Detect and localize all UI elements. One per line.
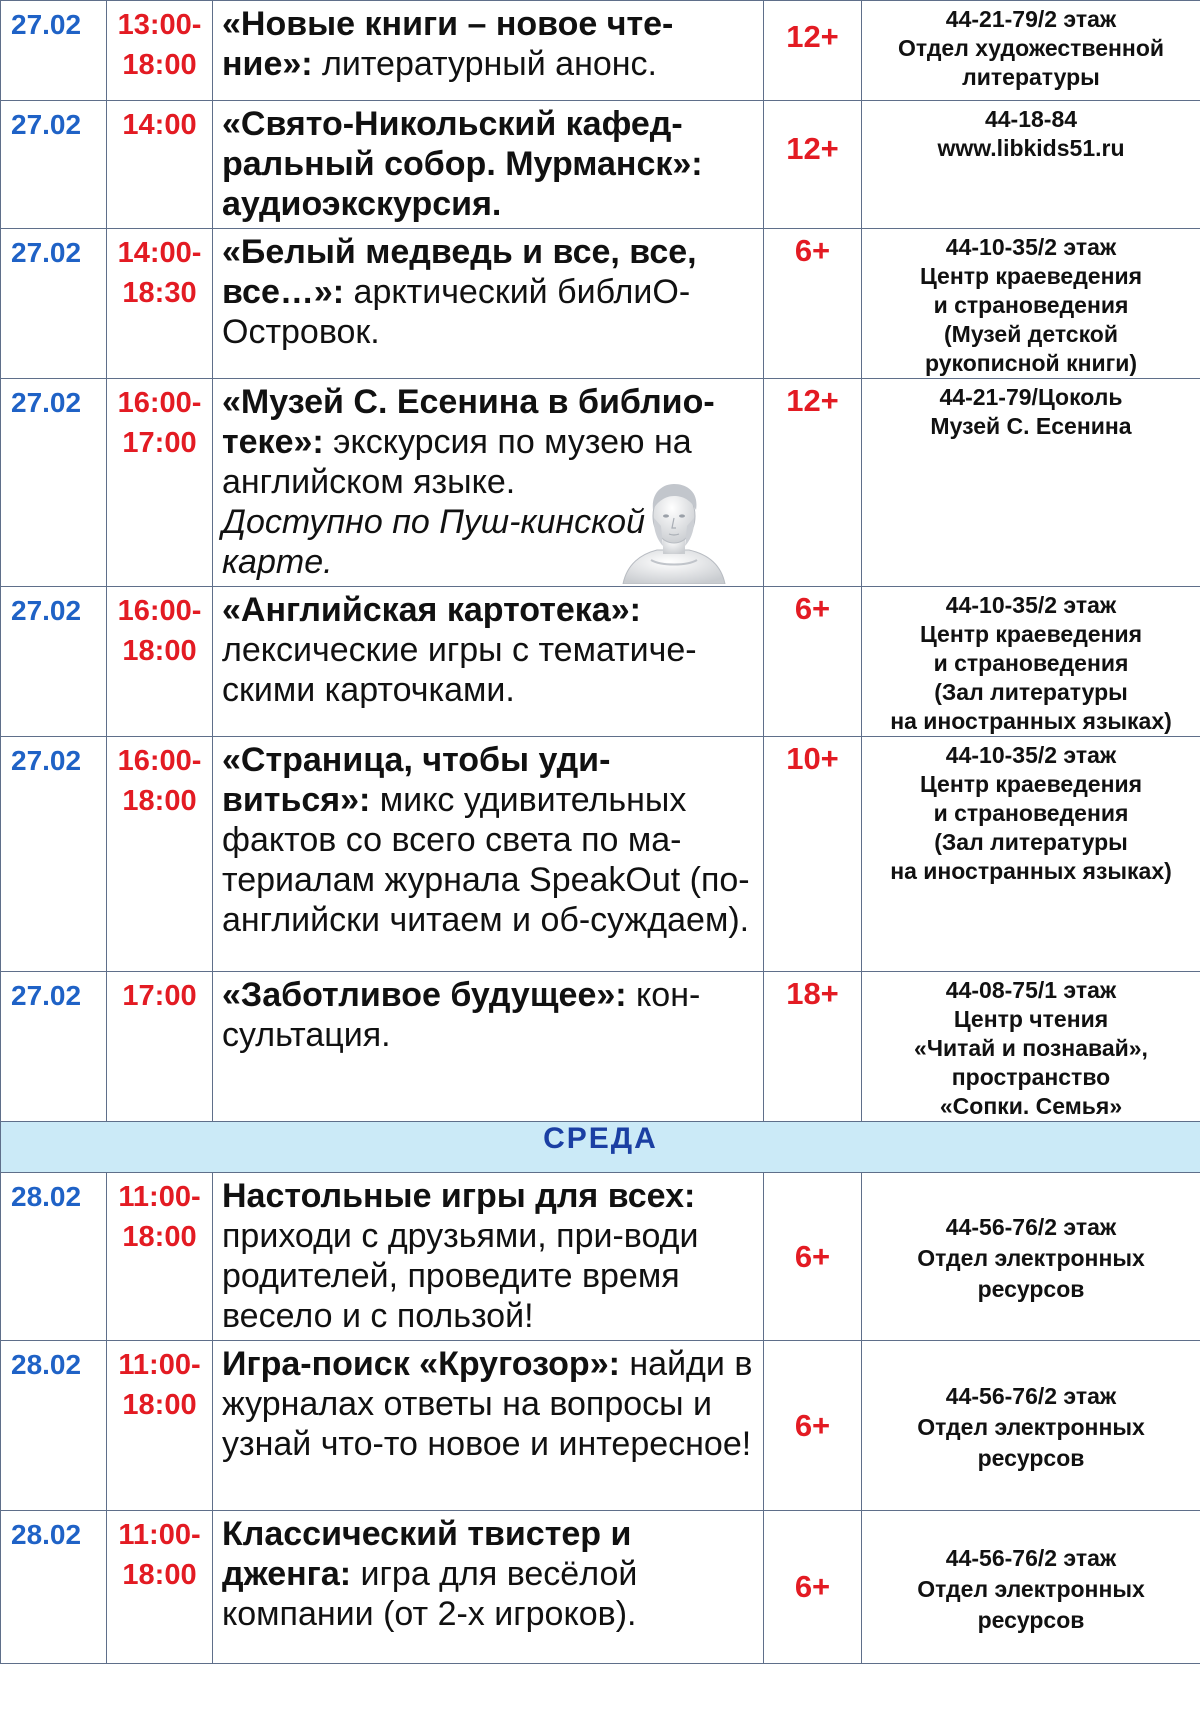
event-time [107, 1341, 213, 1511]
event-time [107, 972, 213, 1122]
event-title-bold: «Белый медведь и все, все, все…»: [222, 233, 697, 311]
contact-line: литературы [962, 64, 1100, 90]
event-row [1, 1, 1200, 101]
event-date: 27.02 [1, 229, 107, 379]
event-title-bold: «Свято-Никольский кафед-ральный собор. Мурманск»: аудиоэкскурсия. [222, 105, 703, 223]
contact-line: Центр краеведения [919, 771, 1143, 797]
event-title [213, 1173, 764, 1341]
contact-line: Музей С. Есенина [930, 413, 1132, 439]
contact-line: 44-56-76/2 этаж [945, 1544, 1117, 1571]
event-title [213, 737, 764, 972]
event-row [1, 587, 1200, 737]
contact-line: Центр чтения [953, 1006, 1109, 1032]
event-contacts [862, 101, 1200, 229]
event-row [1, 737, 1200, 972]
event-title [213, 379, 764, 587]
contact-line: (Зал литературы [934, 829, 1128, 855]
contact-line: 44-10-35/2 этаж [945, 234, 1117, 260]
event-time [107, 1173, 213, 1341]
event-date: 27.02 [1, 972, 107, 1122]
event-title [213, 1341, 764, 1511]
contact-line: Отдел электронных [917, 1245, 1145, 1271]
day-header-row [1, 1122, 1200, 1173]
pushkin-bust-image [611, 476, 735, 584]
event-date: 27.02 [1, 737, 107, 972]
contact-line: 44-10-35/2 этаж [945, 742, 1117, 768]
contact-line: ресурсов [977, 1276, 1085, 1302]
event-row [1, 379, 1200, 587]
age-rating: 12+ [764, 1, 862, 101]
event-contacts [862, 1511, 1200, 1664]
contact-line: 44-56-76/2 этаж [945, 1383, 1117, 1409]
event-contacts [862, 229, 1200, 379]
event-title [213, 972, 764, 1122]
event-time-start: 16:00- [117, 745, 202, 777]
event-date: 27.02 [1, 379, 107, 587]
event-date: 27.02 [1, 587, 107, 737]
event-time-end: 18:00 [122, 1221, 197, 1253]
event-time [107, 737, 213, 972]
event-time-start: 14:00 [122, 109, 197, 141]
event-title [213, 1, 764, 101]
event-title-bold: «Страница, чтобы уди-виться»: [222, 741, 611, 819]
event-title-rest: микс удивительных фактов со всего света по ма-териалам журнала SpeakOut (по-английски читаем и об-суждаем). [222, 781, 750, 939]
event-title-rest: найди в журналах ответы на вопросы и узнай что-то новое и интересное! [222, 1345, 753, 1463]
contact-line: www.libkids51.ru [937, 135, 1125, 161]
event-title-rest: лексические игры с тематиче-скими карточками. [222, 631, 697, 709]
contact-line: Центр краеведения [919, 263, 1143, 289]
event-time-end: 18:00 [122, 1389, 197, 1421]
event-title-bold: «Музей С. Есенина в библио-теке»: [222, 383, 715, 461]
event-row [1, 1511, 1200, 1664]
event-date: 28.02 [1, 1173, 107, 1341]
event-title [213, 587, 764, 737]
age-rating: 18+ [764, 972, 862, 1122]
age-rating: 6+ [764, 1173, 862, 1341]
event-contacts [862, 587, 1200, 737]
contact-line: и страноведения [933, 292, 1129, 318]
event-time-start: 17:00 [122, 980, 197, 1012]
event-title-rest: кон-сультация. [222, 976, 701, 1054]
day-label: СРЕДА [1, 1122, 1200, 1173]
contact-line: и страноведения [933, 650, 1129, 676]
event-time-end: 18:30 [122, 277, 197, 309]
event-row [1, 229, 1200, 379]
event-row [1, 1341, 1200, 1511]
contact-line: Отдел электронных [917, 1575, 1145, 1602]
event-title-bold: Классический твистер и дженга: [222, 1515, 632, 1593]
event-contacts [862, 737, 1200, 972]
event-title-rest: литературный анонс. [312, 45, 657, 83]
age-rating: 6+ [764, 229, 862, 379]
event-time-start: 16:00- [117, 595, 202, 627]
contact-line: на иностранных языках) [890, 858, 1172, 884]
event-title-rest: экскурсия по музею на английском языке. [222, 423, 692, 501]
contact-line: ресурсов [977, 1445, 1085, 1471]
event-title-bold: «Английская картотека»: [222, 591, 641, 629]
contact-line: и страноведения [933, 800, 1129, 826]
event-title [213, 101, 764, 229]
event-date: 28.02 [1, 1341, 107, 1511]
event-time [107, 229, 213, 379]
event-time-start: 11:00- [118, 1181, 201, 1213]
contact-line: 44-21-79/Цоколь [939, 384, 1123, 410]
event-time-start: 11:00- [118, 1349, 201, 1381]
contact-line: 44-21-79/2 этаж [945, 6, 1117, 32]
event-time [107, 101, 213, 229]
event-date: 27.02 [1, 1, 107, 101]
event-row [1, 101, 1200, 229]
rows-28-02 [1, 1173, 1200, 1664]
event-time-end: 18:00 [122, 635, 197, 667]
event-time-end: 18:00 [122, 49, 197, 81]
age-rating: 6+ [764, 1511, 862, 1664]
contact-line: Центр краеведения [919, 621, 1143, 647]
event-time-end: 17:00 [122, 427, 197, 459]
event-time [107, 1511, 213, 1664]
contact-line: на иностранных языках) [890, 708, 1172, 734]
event-contacts [862, 972, 1200, 1122]
event-title-bold: «Новые книги – новое чте-ние»: [222, 5, 674, 83]
age-rating: 6+ [764, 1341, 862, 1511]
contact-line: рукописной книги) [924, 350, 1137, 376]
event-title-rest: игра для весёлой компании (от 2-х игроков). [222, 1555, 638, 1633]
event-date: 27.02 [1, 101, 107, 229]
event-time-end: 18:00 [122, 785, 197, 817]
event-contacts [862, 1341, 1200, 1511]
contact-line: 44-56-76/2 этаж [945, 1214, 1117, 1240]
rows-27-02 [1, 1, 1200, 1122]
event-time [107, 1, 213, 101]
contact-line: 44-08-75/1 этаж [945, 977, 1117, 1003]
contact-line: 44-18-84 [984, 106, 1078, 132]
event-title [213, 1511, 764, 1664]
event-title [213, 229, 764, 379]
event-time [107, 587, 213, 737]
contact-line: ресурсов [977, 1606, 1085, 1633]
contact-line: «Читай и познавай», [914, 1035, 1148, 1061]
event-time-start: 11:00- [118, 1519, 201, 1551]
age-rating: 10+ [764, 737, 862, 972]
contact-line: (Музей детской [944, 321, 1118, 347]
age-rating: 6+ [764, 587, 862, 737]
event-title-bold: Игра-поиск «Кругозор»: [222, 1345, 620, 1383]
contact-line: пространство [951, 1064, 1111, 1090]
event-time-start: 13:00- [117, 9, 202, 41]
event-title-italic: Доступно по Пуш-кинской карте. [222, 503, 645, 581]
event-time-start: 16:00- [117, 387, 202, 419]
event-time [107, 379, 213, 587]
event-row [1, 1173, 1200, 1341]
contact-line: «Сопки. Семья» [939, 1093, 1123, 1119]
event-time-start: 14:00- [117, 237, 202, 269]
contact-line: Отдел электронных [917, 1414, 1145, 1440]
contact-line: (Зал литературы [934, 679, 1128, 705]
event-title-bold: Настольные игры для всех: [222, 1177, 696, 1215]
event-contacts [862, 379, 1200, 587]
event-row [1, 972, 1200, 1122]
event-contacts [862, 1, 1200, 101]
event-time-end: 18:00 [122, 1559, 197, 1591]
contact-line: 44-10-35/2 этаж [945, 592, 1117, 618]
age-rating: 12+ [764, 101, 862, 229]
event-title-bold: «Заботливое будущее»: [222, 976, 627, 1014]
event-date: 28.02 [1, 1511, 107, 1664]
event-contacts [862, 1173, 1200, 1341]
age-rating: 12+ [764, 379, 862, 587]
event-title-rest: арктический библиО-Островок. [222, 273, 691, 351]
contact-line: Отдел художественной [897, 35, 1165, 61]
event-title-rest: приходи с друзьями, при-води родителей, проведите время весело и с пользой! [222, 1217, 699, 1335]
